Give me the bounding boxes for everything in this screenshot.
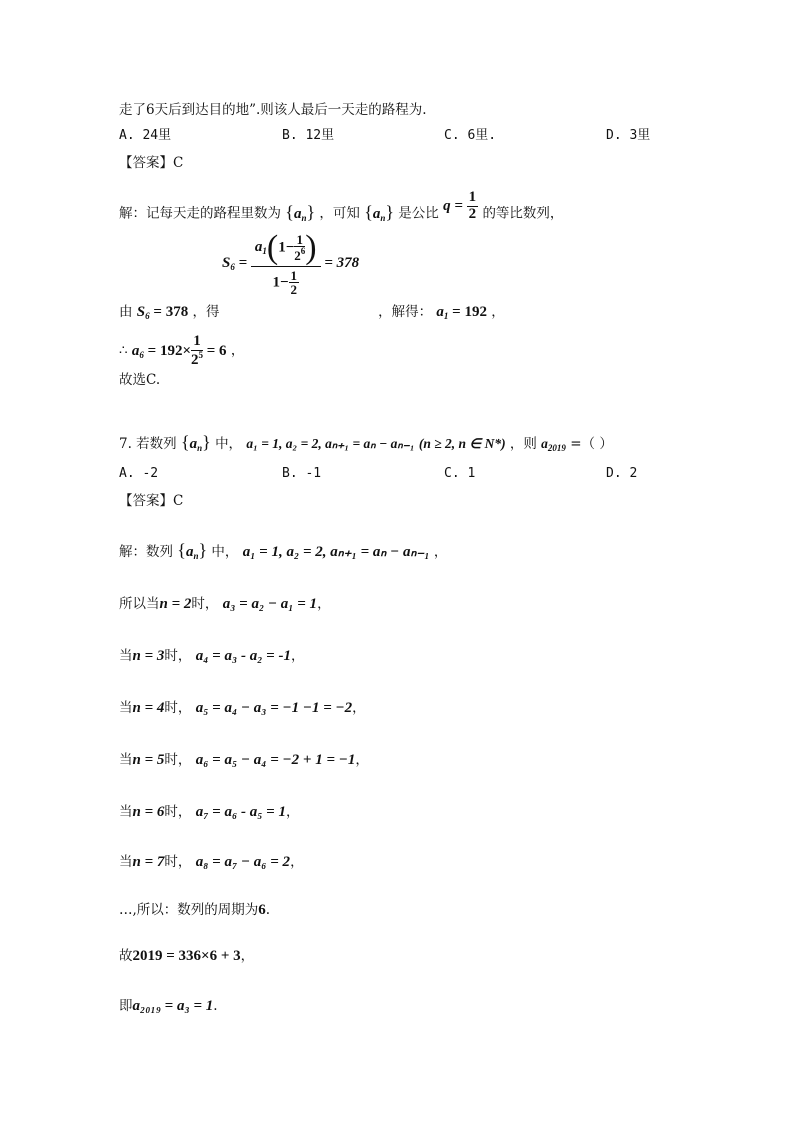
q6-option-d: D. 3里 bbox=[606, 128, 651, 143]
q7-option-b: B. -1 bbox=[282, 466, 322, 481]
q6-option-c: C. 6里. bbox=[444, 128, 497, 143]
q7-step: 所以当n = 2时， a₃ = a₂ − a₁ = 1， bbox=[119, 596, 331, 612]
q7-answer: 【答案】C bbox=[119, 493, 184, 509]
q6-solution-derive: 由 $S_6 = 378$ ，得 ，解得： $a_1 = 192$ ， bbox=[119, 304, 505, 321]
q7-step: 当n = 7时， a₈ = a₇ − a₆ = 2， bbox=[119, 854, 304, 870]
q7-result: 即a₂₀₁₉ = a₃ = 1. bbox=[119, 998, 218, 1014]
q6-solution-intro: 解：记每天走的路程里数为 $\{a_n\}$ ，可知 $\{a_n\}$ 是公比 q = $\frac{1}{2}$ 的等比数列， bbox=[119, 189, 564, 223]
q7-step: 当n = 4时， a₅ = a₄ − a₃ = −1 −1 = −2， bbox=[119, 700, 366, 716]
seq-an: $\{a_n\}$ bbox=[285, 201, 316, 223]
q6-solution-a6: ∴ $a_6 = 192\times$ $\frac{1}{2^5}$ = 6 ， bbox=[119, 333, 245, 368]
q7-step: 当n = 3时， a₄ = a₃ - a₂ = -1， bbox=[119, 648, 305, 664]
q6-stem-tail: 走了6天后到达目的地”.则该人最后一天走的路程为. bbox=[119, 102, 427, 118]
q6-answer: 【答案】C bbox=[119, 155, 184, 171]
q7-stem: 7. 若数列 $\{a_n\}$ 中， a₁ = 1, a₂ = 2, aₙ₊₁ = aₙ − aₙ₋₁ (n ≥ 2, n ∈ N*) ，则 $a_{2019}$ =（ ） bbox=[119, 432, 613, 453]
q7-division: 故2019 = 336×6 + 3， bbox=[119, 948, 255, 964]
q6-option-b: B. 12里 bbox=[282, 128, 335, 143]
q6-option-a: A. 24里 bbox=[119, 128, 172, 143]
q7-option-a: A. -2 bbox=[119, 466, 159, 481]
q7-solution-intro: 解：数列 $\{a_n\}$ 中， a₁ = 1, a₂ = 2, aₙ₊₁ = aₙ − aₙ₋₁ ， bbox=[119, 540, 448, 561]
seq-an: $\{a_n\}$ bbox=[364, 201, 394, 223]
q7-period: …,所以：数列的周期为6. bbox=[119, 902, 271, 918]
ratio-q: q = $\frac{1}{2}$ bbox=[443, 189, 477, 222]
q7-step: 当n = 6时， a₇ = a₆ - a₅ = 1， bbox=[119, 804, 300, 820]
s6-formula: $S_6$ = $a_1(1-$ $\frac{1}{2^6}$ ) 1− $\frac{1}{2}$ = 378 bbox=[222, 229, 360, 298]
q7-option-d: D. 2 bbox=[606, 466, 638, 481]
q7-option-c: C. 1 bbox=[444, 466, 476, 481]
q7-step: 当n = 5时， a₆ = a₅ − a₄ = −2 + 1 = −1， bbox=[119, 752, 369, 768]
q6-solution-conclusion: 故选C. bbox=[119, 372, 161, 388]
